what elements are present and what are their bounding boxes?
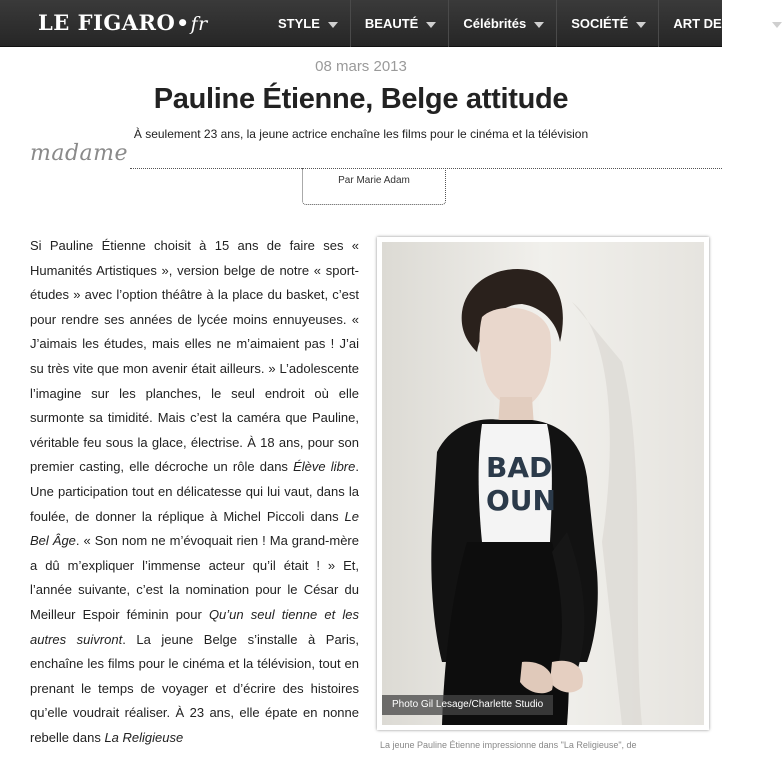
- section-label[interactable]: madame: [30, 141, 129, 166]
- body-text-segment: . Une participation tout en délicatesse qui lui vaut, dans la foulée, de donner la réplique à Michel Piccoli dans: [30, 459, 359, 524]
- film-title: Le Bel Âge: [30, 508, 359, 549]
- chevron-down-icon: [328, 22, 338, 28]
- site-logo[interactable]: [38, 10, 208, 35]
- article-photo-frame: [377, 237, 709, 730]
- article-date: 08 mars 2013: [315, 58, 407, 75]
- body-text-segment: . La jeune Belge s’installe à Paris, enchaîne les films pour le cinéma et la télévision, tout en prenant le temps de voyager et d’écrire des histoires qu’elle voudrait réaliser. À 23 ans, elle épate en nonne rebelle dans: [30, 631, 359, 745]
- chevron-down-icon: [772, 22, 782, 28]
- portrait-illustration: [382, 242, 704, 725]
- nav-item-celebrites[interactable]: [448, 0, 556, 47]
- chevron-down-icon: [636, 22, 646, 28]
- author-name[interactable]: Par Marie Adam: [338, 175, 410, 186]
- article-subtitle: À seulement 23 ans, la jeune actrice enchaîne les films pour le cinéma et la télévision: [133, 127, 589, 141]
- logo-dot: •: [176, 11, 190, 35]
- nav-item-label: Célébrités: [463, 16, 527, 31]
- nav-item-label: SOCIÉTÉ: [571, 16, 629, 31]
- top-navigation-bar: [0, 0, 765, 47]
- shirt-text-top: BAD: [486, 451, 553, 484]
- photo-credit: Photo Gil Lesage/Charlette Studio: [382, 695, 553, 715]
- article-photo[interactable]: [382, 242, 704, 725]
- body-text-segment: . « Son nom ne m’évoquait rien ! Ma grand-mère a dû m’expliquer l’immense acteur qu’il était ! » Et, l’année suivante, c’est la nomination pour le César du Meilleur Espoir féminin pour: [30, 533, 359, 622]
- logo-text: LE FIGARO: [38, 10, 176, 35]
- nav-item-label: ART DE VIVRE: [673, 16, 765, 31]
- main-nav: [264, 0, 782, 47]
- photo-caption: La jeune Pauline Étienne impressionne dans "La Religieuse", de: [380, 740, 637, 750]
- film-title: Qu’un seul tienne et les autres suivront: [30, 606, 359, 647]
- shirt-text-bottom: OUN: [486, 484, 556, 517]
- article-title: Pauline Étienne, Belge attitude: [153, 83, 569, 115]
- film-title: Élève libre: [293, 459, 356, 475]
- film-title: La Religieuse: [104, 729, 184, 745]
- nav-item-label: BEAUTÉ: [364, 16, 419, 31]
- nav-item-beaute[interactable]: [350, 0, 448, 47]
- nav-item-label: STYLE: [278, 16, 320, 31]
- nav-item-societe[interactable]: [556, 0, 658, 47]
- chevron-down-icon: [534, 22, 544, 28]
- article-body: [30, 234, 359, 750]
- body-text-segment: Si Pauline Étienne choisit à 15 ans de faire ses « Humanités Artistiques », version belge de notre « sport-études » avec l’option théâtre à la place du basket, c’est pour rendre ses années de lycée moins ennuyeuses. « J’aimais les études, mais elles ne m’aimaient pas ! J’ai su très vite que mon avenir était ailleurs. » L’adolescente l’imagine sur les planches, le seul endroit où elle surmonte sa timidité. Mais c’est la caméra que Pauline, véritable feu sous la glace, électrise. À 18 ans, pour son premier casting, elle décroche un rôle dans: [30, 238, 359, 475]
- nav-item-art-de-vivre[interactable]: [658, 0, 782, 47]
- chevron-down-icon: [426, 22, 436, 28]
- nav-item-style[interactable]: [264, 0, 350, 47]
- byline: [302, 168, 446, 205]
- logo-suffix: fr: [190, 13, 208, 35]
